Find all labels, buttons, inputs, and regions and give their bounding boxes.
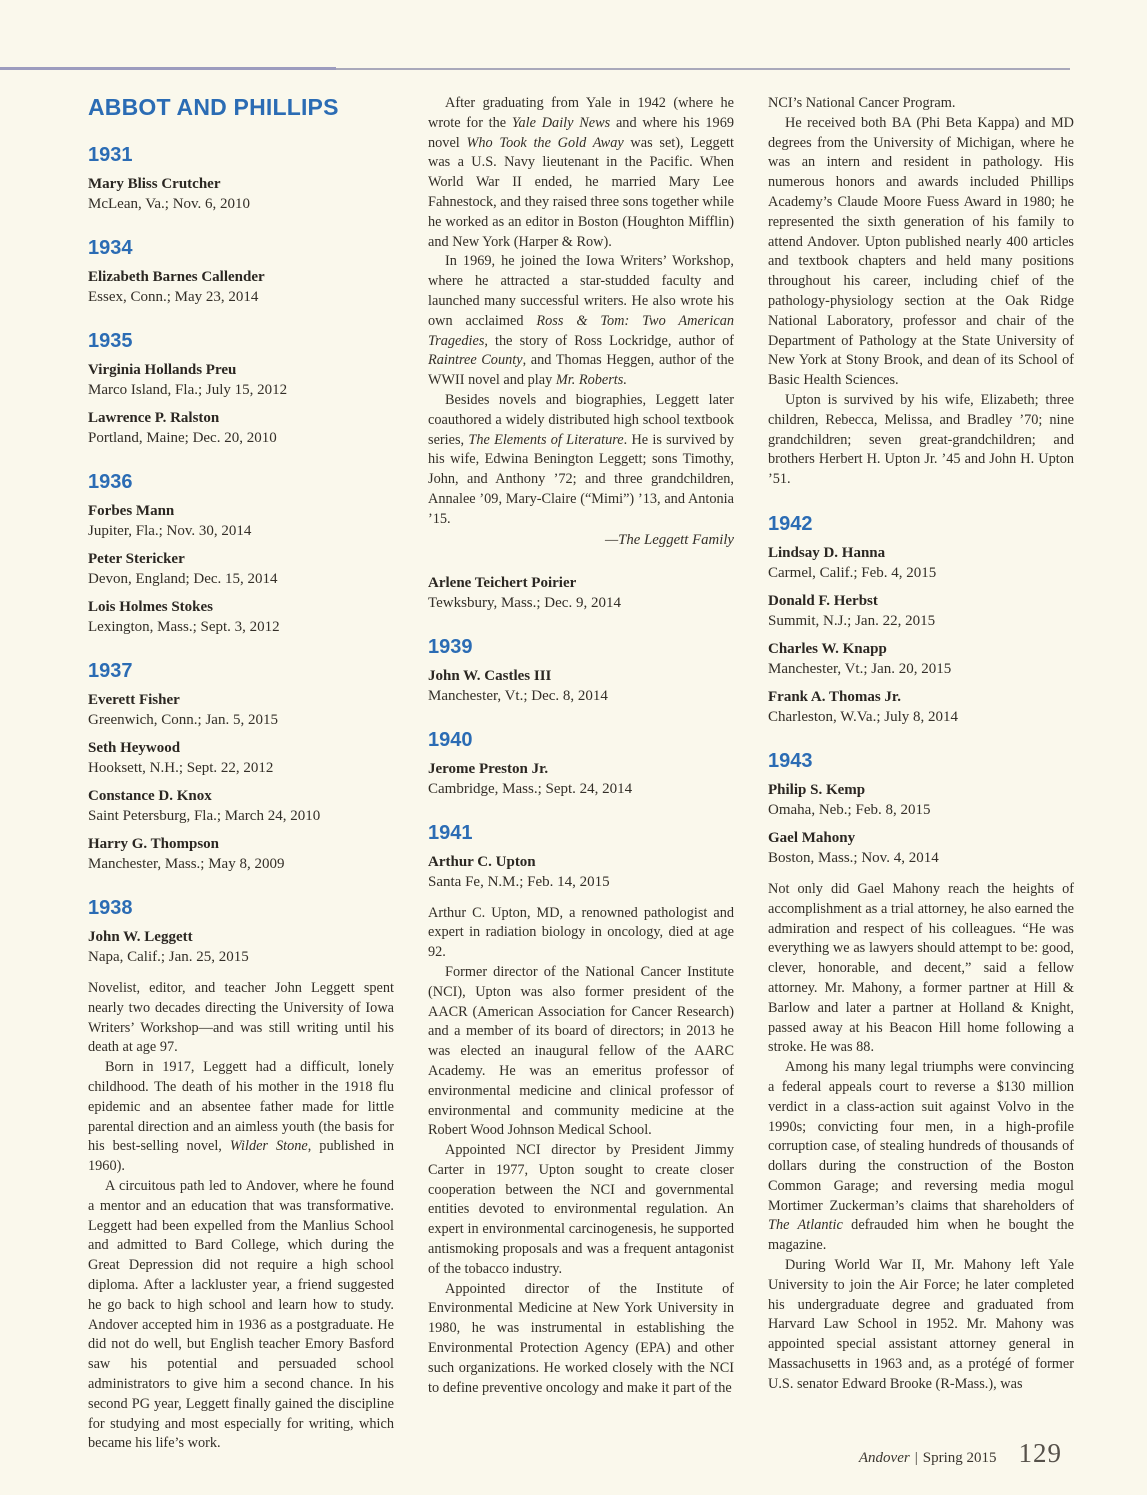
text-run: , the story of Ross Lockridge, author of	[484, 332, 734, 349]
obituary-entry	[768, 639, 1074, 679]
text-run: Not only did Gael Mahony reach the heights of accomplishment as a trial attorney, he also earned the admiration and respect of his colleagues. “He was everything we as lawyers should attempt to be: good, clever, honorable, and decent,” said a fellow attorney. Mr. Mahony, a former partner at Hill & Barlow and later a partner at Holland & Knight, passed away at his Beacon Hill home following a stroke. He was 88.	[768, 880, 1074, 1056]
obituary-entry	[88, 786, 394, 826]
footer	[859, 1438, 1062, 1469]
text-run: Born in 1917, Leggett had a difficult, lonely childhood. The death of his mother in the 1918 flu epidemic and an absentee father made for little parental direction and an aimless youth (the basis for his best-selling novel,	[88, 1059, 394, 1155]
text-run: Appointed director of the Institute of Environmental Medicine at New York University in 1980, he was instrumental in establishing the Environmental Protection Agency (EPA) and other such organizations. He worked closely with the NCI to define preventive oncology and make it part of the	[428, 1280, 734, 1396]
obituary-entry	[768, 591, 1074, 631]
header-rule	[0, 67, 1070, 70]
text-run: Among his many legal triumphs were convincing a federal appeals court to reverse a $130 million verdict in a class-action suit against Volvo in the 1990s; convicting four men, in a high-profile corruption case, of stealing hundreds of thousands of dollars during the construction of the Boston Common Garage; and reversing media mogul Mortimer Zuckerman’s claims that shareholders of	[768, 1059, 1074, 1214]
deceased-name: Constance D. Knox	[88, 788, 212, 804]
deceased-name: Lois Holmes Stokes	[88, 599, 214, 615]
italic-text-run: Yale Daily News	[511, 114, 611, 131]
text-run: Appointed NCI director by President Jimmy Carter in 1977, Upton sought to create closer cooperation between the NCI and governmental entities devoted to environmental regulation. An expert in environmental carcinogenesis, he supported antismoking proposals and was a frequent antagonist of the tobacco industry.	[428, 1142, 734, 1277]
obituary-entry	[88, 174, 394, 214]
class-year-heading: 1941	[428, 821, 473, 844]
deceased-name: Arthur C. Upton	[428, 853, 536, 870]
deceased-name: Donald F. Herbst	[768, 592, 878, 609]
class-year-heading: 1934	[88, 237, 133, 259]
obituary-entry	[88, 501, 394, 541]
obituary-entry	[768, 687, 1074, 727]
section-heading: ABBOT AND PHILLIPS	[88, 94, 339, 120]
death-location-date: Marco Island, Fla.; July 15, 2012	[88, 382, 288, 398]
deceased-name: John W. Leggett	[88, 929, 193, 945]
text-run: and where his 1969 novel	[428, 114, 734, 151]
text-run: He received both BA (Phi Beta Kappa) and MD degrees from the University of Michigan, where he was an intern and resident in pathology. His numerous honors and awards included Phillips Academy’s Claude Moore Fuess Award in 1980; he represented the sixth generation of his family to attend Andover. Upton published nearly 400 articles and textbook chapters and held many positions throughout his career, including chief of the pathology-physiology section at the Oak Ridge National Laboratory, professor and chair of the Department of Pathology at the State University of New York at Stony Brook, and dean of its School of Basic Health Sciences.	[768, 114, 1074, 389]
text-run: During World War II, Mr. Mahony left Yale University to join the Air Force; he later completed his undergraduate degree and graduated from Harvard Law School in 1952. Mr. Mahony was appointed special assistant attorney general in Massachusetts in 1963 and, as a protégé of former U.S. senator Edward Brooke (R-Mass.), was	[768, 1257, 1074, 1392]
obituary-paragraph	[428, 94, 734, 252]
obituary-paragraph	[768, 94, 1074, 114]
obituary-paragraph	[768, 391, 1074, 490]
obituary-paragraph	[768, 1058, 1074, 1256]
deceased-name: Forbes Mann	[88, 503, 175, 519]
deceased-name: Elizabeth Barnes Callender	[88, 269, 265, 285]
death-location-date: Omaha, Neb.; Feb. 8, 2015	[768, 801, 931, 818]
italic-text-run: The Atlantic	[768, 1217, 843, 1234]
death-location-date: Manchester, Vt.; Dec. 8, 2014	[428, 687, 608, 704]
obituary-entry	[88, 549, 394, 589]
class-year-heading: 1937	[88, 660, 133, 682]
attribution: —The Leggett Family	[604, 531, 734, 548]
death-location-date: Greenwich, Conn.; Jan. 5, 2015	[88, 712, 278, 728]
class-year-heading: 1935	[88, 330, 133, 352]
text-run: In 1969, he joined the Iowa Writers’ Workshop, where he attracted a star-studded faculty and launched many successful writers. He also wrote his own acclaimed	[428, 253, 734, 329]
obituary-entry	[768, 828, 1074, 868]
deceased-name: Jerome Preston Jr.	[428, 760, 549, 777]
column-3	[768, 94, 1074, 1454]
death-location-date: Devon, England; Dec. 15, 2014	[88, 571, 278, 587]
obituary-entry	[88, 738, 394, 778]
death-location-date: Lexington, Mass.; Sept. 3, 2012	[88, 619, 280, 635]
header-rule-left	[0, 67, 336, 70]
text-run: defrauded him when he bought the magazine.	[768, 1217, 1074, 1254]
death-location-date: McLean, Va.; Nov. 6, 2010	[88, 196, 251, 212]
deceased-name: Gael Mahony	[768, 829, 856, 846]
footer-separator: |	[914, 1450, 918, 1466]
text-run: Upton is survived by his wife, Elizabeth; three children, Rebecca, Melissa, and Bradley ’70; nine grandchildren; seven great-grandchildren; and brothers Herbert H. Upton Jr. ’45 and John H. Upton ’51.	[768, 391, 1074, 488]
death-location-date: Boston, Mass.; Nov. 4, 2014	[768, 849, 939, 866]
class-year-heading: 1939	[428, 635, 473, 658]
class-year-heading: 1936	[88, 471, 133, 493]
magazine-name: Andover	[858, 1450, 910, 1466]
obituary-entry	[768, 780, 1074, 820]
deceased-name: Mary Bliss Crutcher	[88, 176, 221, 192]
text-run: . He is survived by his wife, Edwina Benington Leggett; sons Timothy, John, and Anthony ’72; and three grandchildren, Annalee ’09, Mary-Claire (“Mimi”) ’13, and Antonia ’15.	[428, 431, 734, 527]
column-2	[428, 94, 734, 1454]
obituary-entry	[88, 408, 394, 448]
death-location-date: Manchester, Vt.; Jan. 20, 2015	[768, 660, 952, 677]
death-location-date: Jupiter, Fla.; Nov. 30, 2014	[88, 523, 252, 539]
deceased-name: Everett Fisher	[88, 692, 180, 708]
obituary-paragraph	[428, 963, 734, 1141]
obituary-paragraph	[428, 252, 734, 391]
deceased-name: Virginia Hollands Preu	[88, 362, 237, 378]
death-location-date: Tewksbury, Mass.; Dec. 9, 2014	[428, 594, 621, 611]
death-location-date: Carmel, Calif.; Feb. 4, 2015	[768, 564, 937, 581]
column-1	[88, 94, 394, 1454]
italic-text-run: Ross & Tom: Two American Tragedies	[428, 312, 734, 349]
deceased-name: Seth Heywood	[88, 740, 181, 756]
class-year-heading: 1942	[768, 512, 813, 535]
death-location-date: Cambridge, Mass.; Sept. 24, 2014	[428, 780, 633, 797]
deceased-name: Charles W. Knapp	[768, 640, 887, 657]
death-location-date: Portland, Maine; Dec. 20, 2010	[88, 430, 277, 446]
deceased-name: Peter Stericker	[88, 551, 185, 567]
death-location-date: Essex, Conn.; May 23, 2014	[88, 289, 259, 305]
obituary-entry	[428, 573, 734, 613]
obituary-entry	[88, 690, 394, 730]
obituary-paragraph	[428, 391, 734, 530]
page-number: 129	[1018, 1438, 1062, 1468]
death-location-date: Manchester, Mass.; May 8, 2009	[88, 856, 285, 872]
obituary-paragraph	[428, 1280, 734, 1399]
obituary-entry	[88, 360, 394, 400]
italic-text-run: Mr. Roberts.	[555, 372, 627, 389]
deceased-name: Lawrence P. Ralston	[88, 410, 220, 426]
deceased-name: Lindsay D. Hanna	[768, 544, 886, 561]
deceased-name: Frank A. Thomas Jr.	[768, 688, 901, 705]
obituary-paragraph	[88, 1058, 394, 1177]
death-location-date: Summit, N.J.; Jan. 22, 2015	[768, 612, 936, 629]
obituary-entry	[768, 543, 1074, 583]
text-run: , and Thomas Heggen, author of the WWII novel and play	[428, 352, 734, 389]
italic-text-run: Wilder Stone	[229, 1138, 308, 1155]
text-run: Former director of the National Cancer Institute (NCI), Upton was also former president of the AACR (American Association for Cancer Research) and a member of its board of directors; in 2013 he was elected an inaugural fellow of the AARC Academy. He was an emeritus professor of environmental medicine and clinical professor of environmental and community medicine at the Robert Wood Johnson Medical School.	[428, 963, 734, 1139]
italic-text-run: The Elements of Literature	[468, 431, 624, 448]
obituary-paragraph	[768, 1256, 1074, 1395]
deceased-name: Philip S. Kemp	[768, 781, 866, 798]
obituary-paragraph	[88, 979, 394, 1058]
death-location-date: Napa, Calif.; Jan. 25, 2015	[88, 949, 249, 965]
obituary-entry	[88, 927, 394, 967]
text-run: Arthur C. Upton, MD, a renowned pathologist and expert in radiation biology in oncology, died at age 92.	[428, 904, 734, 961]
deceased-name: John W. Castles III	[428, 667, 552, 684]
obituary-entry	[428, 666, 734, 706]
class-year-heading: 1938	[88, 897, 133, 919]
text-run: NCI’s National Cancer Program.	[768, 95, 956, 111]
death-location-date: Santa Fe, N.M.; Feb. 14, 2015	[428, 873, 610, 890]
issue-label: Spring 2015	[922, 1450, 997, 1466]
obituary-paragraph	[428, 904, 734, 963]
content-columns	[88, 94, 1074, 1454]
obituary-paragraph	[88, 1177, 394, 1454]
death-location-date: Saint Petersburg, Fla.; March 24, 2010	[88, 808, 321, 824]
obituary-entry	[88, 267, 394, 307]
deceased-name: Arlene Teichert Poirier	[428, 574, 577, 591]
obituary-paragraph	[428, 1141, 734, 1280]
class-year-heading: 1943	[768, 749, 813, 772]
text-run: Besides novels and biographies, Leggett later coauthored a widely distributed high school textbook series,	[428, 391, 734, 448]
text-run: was set), Leggett was a U.S. Navy lieutenant in the Pacific. When World War II ended, he married Mary Lee Fahnestock, and they raised three sons together while he worked as an editor in Boston (Houghton Mifflin) and New York (Harper & Row).	[428, 134, 734, 250]
obituary-entry	[88, 597, 394, 637]
text-run: , published in 1960).	[88, 1138, 394, 1175]
italic-text-run: Who Took the Gold Away	[466, 134, 624, 151]
text-run: Novelist, editor, and teacher John Leggett spent nearly two decades directing the University of Iowa Writers’ Workshop—and was still writing until his death at age 97.	[88, 980, 394, 1056]
text-run: After graduating from Yale in 1942 (where he wrote for the	[428, 95, 734, 131]
death-location-date: Charleston, W.Va.; July 8, 2014	[768, 708, 958, 725]
death-location-date: Hooksett, N.H.; Sept. 22, 2012	[88, 760, 274, 776]
italic-text-run: Raintree County	[428, 352, 523, 369]
text-run: A circuitous path led to Andover, where he found a mentor and an education that was transformative. Leggett had been expelled from the Manlius School and admitted to Bard College, which during the Great Depression did not require a high school diploma. After a lackluster year, a friend suggested he go back to high school and learn how to study. Andover accepted him in 1936 as a postgraduate. He did not do well, but English teacher Emory Basford saw his potential and persuaded school administrators to give him a second chance. In his second PG year, Leggett finally gained the discipline for studying and most especially for writing, which became his life’s work.	[88, 1177, 394, 1452]
obituary-entry	[428, 852, 734, 892]
class-year-heading: 1931	[88, 144, 133, 166]
obituary-entry	[428, 759, 734, 799]
obituary-entry	[88, 834, 394, 874]
obituary-paragraph	[768, 114, 1074, 391]
header-rule-right	[336, 68, 1070, 70]
deceased-name: Harry G. Thompson	[88, 836, 219, 852]
class-year-heading: 1940	[428, 728, 473, 751]
obituary-paragraph	[768, 880, 1074, 1058]
